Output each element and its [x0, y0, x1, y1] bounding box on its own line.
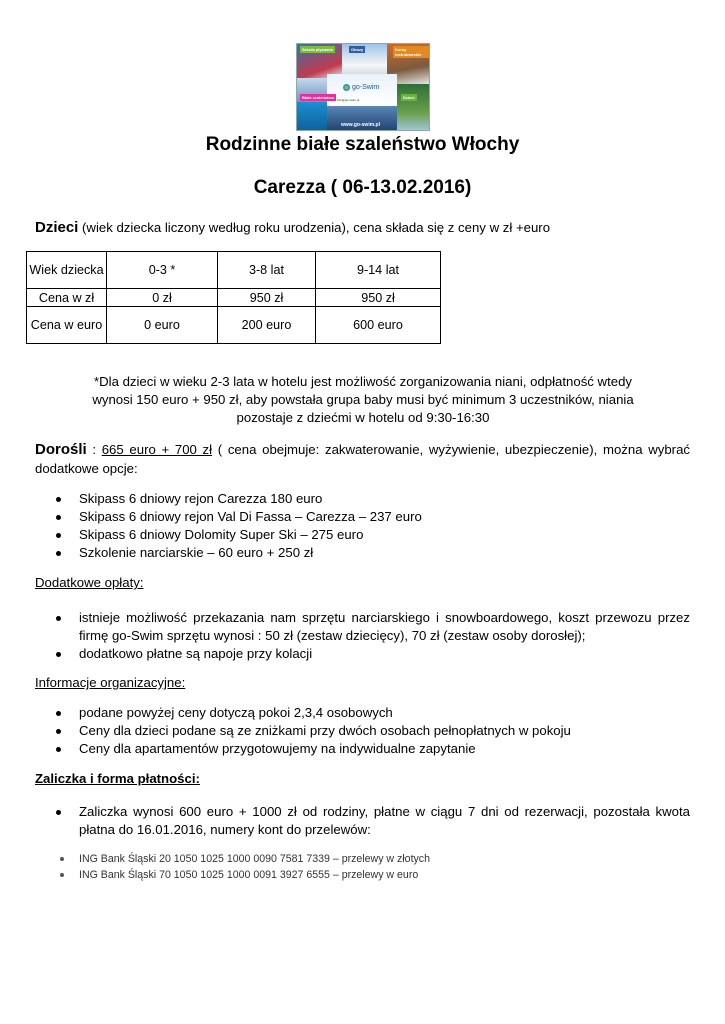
list-item [55, 526, 422, 544]
bullet-icon [56, 533, 61, 538]
table-cell: 9-14 lat [316, 252, 441, 289]
list-item-text: Zaliczka wynosi 600 euro + 1000 zł od rodziny, płatne w ciągu 7 dni od rezerwacji, pozostała kwota płatna do 16.01.2016, numery kont do przelewów: [79, 804, 690, 837]
bullet-icon [56, 551, 61, 556]
page-title: Rodzinne białe szaleństwo Włochy [205, 134, 520, 155]
table-cell: 600 euro [316, 307, 441, 344]
list-item [55, 704, 571, 722]
bullet-icon [56, 515, 61, 520]
bullet-icon [56, 711, 61, 716]
options-list [55, 490, 422, 562]
list-item-text: Skipass 6 dniowy Dolomity Super Ski – 275 euro [79, 527, 364, 542]
list-item-text: podane powyżej ceny dotyczą pokoi 2,3,4 osobowych [79, 705, 393, 720]
list-item [55, 609, 690, 645]
adults-paragraph [35, 440, 690, 478]
list-item-text: Ceny dla dzieci podane są ze zniżkami przy dwóch osobach pełnopłatnych w pokoju [79, 723, 571, 738]
bullet-icon [56, 616, 61, 621]
list-item [55, 508, 422, 526]
table-row [27, 252, 441, 289]
table-cell: Wiek dziecka [27, 252, 107, 289]
bullet-icon [56, 729, 61, 734]
payment-heading: Zaliczka i forma płatności: [35, 771, 200, 786]
table-cell: Cena w zł [27, 289, 107, 307]
list-item-text: Skipass 6 dniowy rejon Carezza 180 euro [79, 491, 323, 506]
collage-label: Obozy [351, 47, 364, 52]
table-cell: 0 zł [107, 289, 218, 307]
list-item-text: Skipass 6 dniowy rejon Val Di Fassa – Carezza – 237 euro [79, 509, 422, 524]
collage-label: Szkoła pływania [302, 47, 333, 52]
collage-website: www.go-swim.pl [341, 122, 380, 128]
list-item [55, 803, 690, 839]
list-item [55, 490, 422, 508]
list-item [60, 851, 430, 867]
header-collage-image [296, 43, 430, 131]
adults-description: ( cena obejmuje: zakwaterowanie, wyżywienie, ubezpieczenie), można wybrać dodatkowe opcje: [35, 442, 690, 476]
children-heading: Dzieci [35, 219, 79, 236]
photo-tile [297, 102, 327, 131]
extra-fees-list [55, 609, 690, 663]
bullet-icon [60, 857, 64, 861]
list-item [55, 722, 571, 740]
adults-price: 665 euro + 700 zł [101, 442, 213, 457]
children-intro [35, 219, 550, 237]
bullet-icon [56, 747, 61, 752]
bank-accounts-list [60, 851, 430, 883]
adults-separator: : [86, 442, 102, 457]
list-item [55, 645, 690, 663]
go-swim-logo [343, 81, 383, 93]
collage-contact: info@go-swim.pl [337, 98, 360, 102]
bullet-icon [56, 810, 61, 815]
adults-heading: Dorośli [35, 441, 87, 458]
list-item [55, 544, 422, 562]
collage-label: Białe szaleństwo [302, 95, 335, 100]
list-item-text: Szkolenie narciarskie – 60 euro + 250 zł [79, 545, 314, 560]
collage-label: Kursy instruktorskie [393, 46, 429, 58]
bullet-icon [56, 652, 61, 657]
table-cell: 0 euro [107, 307, 218, 344]
table-cell: 200 euro [218, 307, 316, 344]
list-item [60, 867, 430, 883]
extra-fees-heading: Dodatkowe opłaty: [35, 575, 144, 590]
list-item-text: dodatkowo płatne są napoje przy kolacji [79, 646, 313, 661]
bank-account-text: ING Bank Śląski 20 1050 1025 1000 0090 7581 7339 – przelewy w złotych [79, 853, 431, 865]
table-cell: 950 zł [316, 289, 441, 307]
logo-mark-icon [343, 84, 350, 91]
logo-text: go-Swim [352, 83, 380, 91]
table-cell: 3-8 lat [218, 252, 316, 289]
table-cell: 0-3 * [107, 252, 218, 289]
bank-account-text: ING Bank Śląski 70 1050 1025 1000 0091 3927 6555 – przelewy w euro [79, 869, 419, 881]
payment-list [55, 803, 690, 839]
bullet-icon [56, 497, 61, 502]
bullet-icon [60, 873, 64, 877]
table-cell: 950 zł [218, 289, 316, 307]
children-price-table [26, 251, 441, 344]
list-item-text: istnieje możliwość przekazania nam sprzętu narciarskiego i snowboardowego, koszt przewozu przez firmę go-Swim sprzętu wynosi : 50 zł (zestaw dziecięcy), 70 zł (zestaw osoby dorosłej); [79, 610, 690, 643]
table-row [27, 307, 441, 344]
children-description: (wiek dziecka liczony według roku urodzenia), cena składa się z ceny w zł +euro [78, 220, 551, 235]
list-item-text: Ceny dla apartamentów przygotowujemy na indywidualne zapytanie [79, 741, 476, 756]
list-item [55, 740, 571, 758]
table-cell: Cena w euro [27, 307, 107, 344]
table-row [27, 289, 441, 307]
collage-label: Dzieci [403, 95, 415, 100]
babysitter-note: *Dla dzieci w wieku 2-3 lata w hotelu jest możliwość zorganizowania niani, odpłatność wtedy wynosi 150 euro + 950 zł, aby powstała grupa baby musi być minimum 3 uczestników, niania pozostaje z dziećmi w hotelu od 9:30-16:30 [92, 374, 634, 425]
photo-tile [397, 84, 430, 131]
org-info-heading: Informacje organizacyjne: [35, 675, 186, 690]
org-info-list [55, 704, 571, 758]
page-subtitle: Carezza ( 06-13.02.2016) [253, 177, 472, 198]
